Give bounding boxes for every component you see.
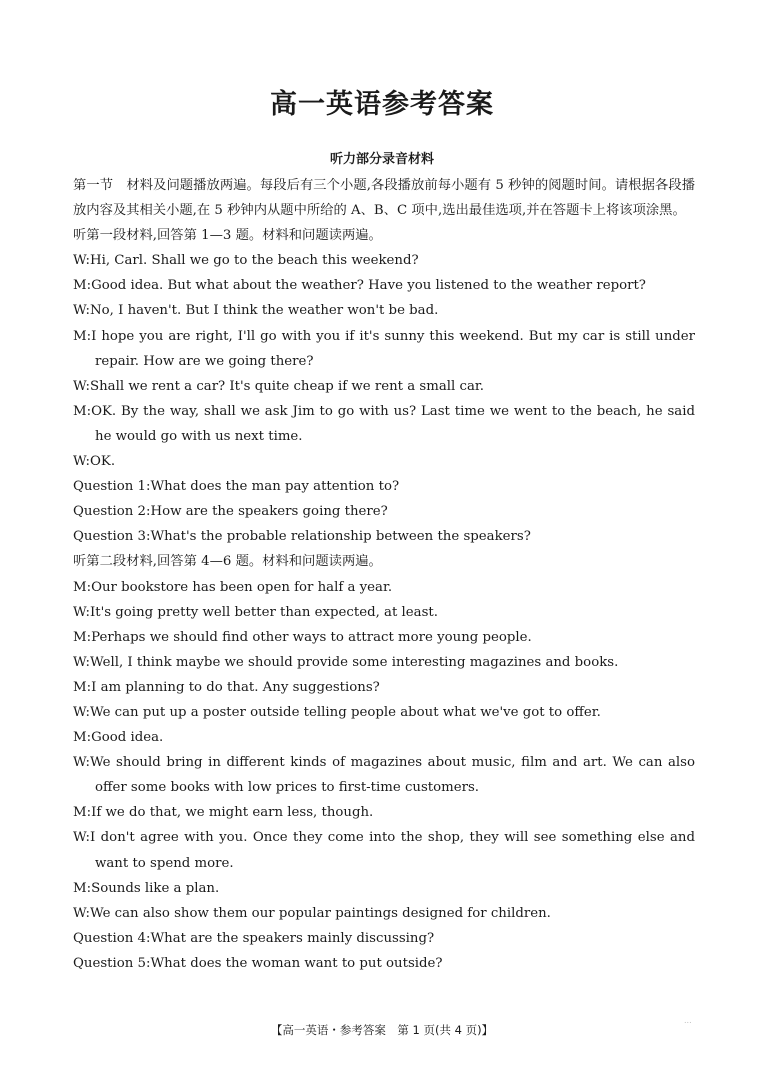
dialogue-line: M:I am planning to do that. Any suggestions? <box>73 679 380 695</box>
section-intro: 第一节 材料及问题播放两遍。每段后有三个小题,各段播放前每小题有 5 秒钟的阅题时间。请根据各段播放内容及其相关小题,在 5 秒钟内从题中所给的 A、B、C 项中,选出最佳选项,并在答题卡上将该项涂黑。 <box>73 178 695 219</box>
question-line: Question 2:How are the speakers going there? <box>73 504 388 520</box>
dialogue-line: M:Our bookstore has been open for half a year. <box>73 579 393 595</box>
dialogue-line: W:No, I haven't. But I think the weather won't be bad. <box>73 303 439 319</box>
dialogue-line: M:Sounds like a plan. <box>73 880 220 896</box>
dialogue-line: W:OK. <box>73 454 116 470</box>
dialogue-line: W:I don't agree with you. Once they come into the shop, they will see something else and want to spend more. <box>73 830 695 871</box>
question-line: Question 1:What does the man pay attention to? <box>73 479 400 495</box>
question-line: Question 3:What's the probable relationship between the speakers? <box>73 529 531 545</box>
question-line: Question 5:What does the woman want to put outside? <box>73 955 443 971</box>
dialogue-line: W:It's going pretty well better than expected, at least. <box>73 604 438 620</box>
dialogue-line: W:Well, I think maybe we should provide some interesting magazines and books. <box>73 654 619 670</box>
dialogue-line: M:OK. By the way, shall we ask Jim to go with us? Last time we went to the beach, he said he would go with us next time. <box>73 403 695 444</box>
question-line: Question 4:What are the speakers mainly discussing? <box>73 930 435 946</box>
page-title: 高一英语参考答案 <box>270 89 494 120</box>
dialogue-line: M:Good idea. <box>73 730 164 746</box>
dialogue-line: M:Good idea. But what about the weather? Have you listened to the weather report? <box>73 278 646 294</box>
segment-1-heading: 听第一段材料,回答第 1—3 题。材料和问题读两遍。 <box>73 228 382 244</box>
dialogue-line: M:Perhaps we should find other ways to attract more young people. <box>73 629 532 645</box>
dialogue-line: M:If we do that, we might earn less, though. <box>73 805 374 821</box>
dialogue-line: W:We can also show them our popular paintings designed for children. <box>73 905 551 921</box>
dialogue-line: W:Shall we rent a car? It's quite cheap if we rent a small car. <box>73 378 484 394</box>
dialogue-line: W:We can put up a poster outside telling people about what we've got to offer. <box>73 704 601 720</box>
transcript-content <box>73 173 695 976</box>
section-heading: 听力部分录音材料 <box>329 152 434 167</box>
page-footer: 【高一英语・参考答案 第 1 页(共 4 页)】 <box>270 1023 494 1037</box>
dialogue-line: M:I hope you are right, I'll go with you if it's sunny this weekend. But my car is still under repair. How are we going there? <box>73 328 695 369</box>
dialogue-line: W:We should bring in different kinds of magazines about music, film and art. We can also offer some books with low prices to first-time customers. <box>73 755 695 796</box>
dialogue-line: W:Hi, Carl. Shall we go to the beach this weekend? <box>73 253 419 269</box>
corner-mark: ... <box>684 1016 692 1025</box>
segment-2-heading: 听第二段材料,回答第 4—6 题。材料和问题读两遍。 <box>73 554 382 570</box>
